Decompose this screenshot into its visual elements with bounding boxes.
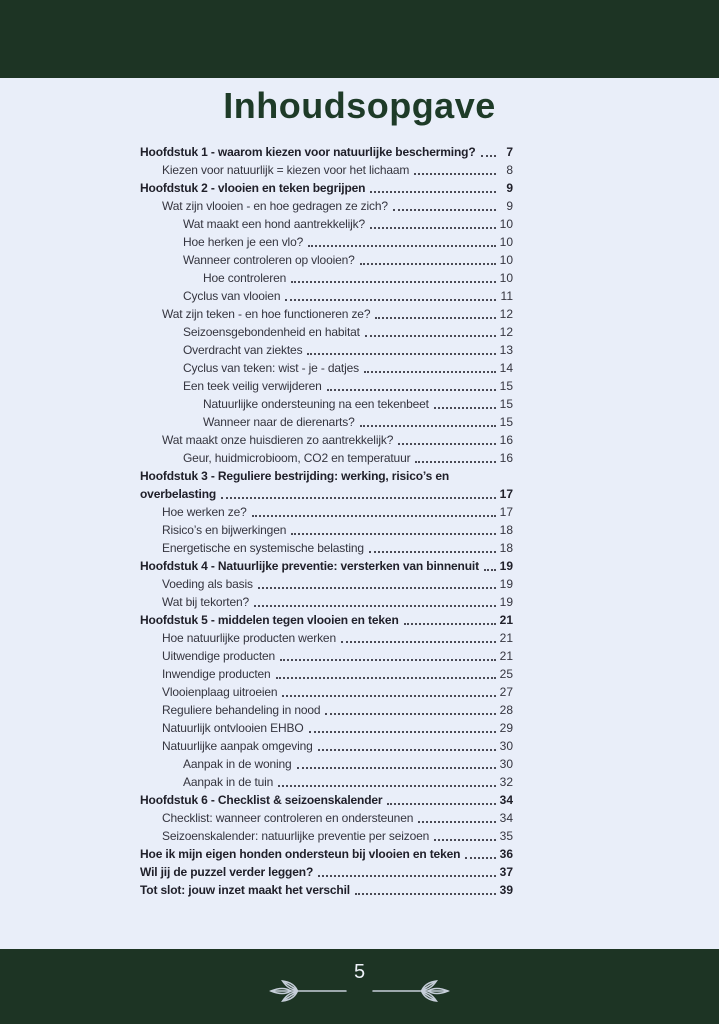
toc-entry-page: 10 [499, 235, 513, 249]
toc-entry[interactable] [140, 395, 513, 413]
dot-leader [414, 173, 496, 175]
dot-leader [434, 839, 496, 841]
dot-leader [484, 569, 496, 571]
dot-leader [318, 875, 496, 877]
toc-entry[interactable] [140, 341, 513, 359]
dot-leader [365, 335, 496, 337]
dot-leader [280, 659, 496, 661]
toc-entry[interactable] [140, 431, 513, 449]
dot-leader [258, 587, 496, 589]
toc-entry-page: 15 [499, 397, 513, 411]
footer-content [0, 949, 719, 1009]
toc-entry-label: Wil jij de puzzel verder leggen? [140, 865, 314, 879]
dot-leader [252, 515, 496, 517]
dot-leader [254, 605, 496, 607]
dot-leader [398, 443, 496, 445]
toc-entry-page: 9 [506, 199, 513, 213]
page-title: Inhoudsopgave [223, 85, 496, 126]
toc-entry[interactable] [140, 557, 513, 575]
toc-entry[interactable] [140, 287, 513, 305]
toc-entry[interactable] [140, 305, 513, 323]
toc-entry-label: Hoe herken je een vlo? [183, 235, 304, 249]
toc-entry-label: Hoe werken ze? [162, 505, 247, 519]
toc-entry-page: 17 [499, 487, 513, 501]
toc-entry-label: Vlooienplaag uitroeien [162, 685, 278, 699]
toc-entry-label: Wanneer controleren op vlooien? [183, 253, 355, 267]
toc-entry-label: Wat bij tekorten? [162, 595, 250, 609]
toc-entry-page: 27 [499, 685, 513, 699]
dot-leader [278, 785, 496, 787]
dot-leader [434, 407, 496, 409]
toc-entry[interactable] [140, 665, 513, 683]
toc-entry-page: 16 [499, 451, 513, 465]
toc-entry[interactable] [140, 485, 513, 503]
toc-entry-page: 15 [499, 415, 513, 429]
dot-leader [418, 821, 496, 823]
toc-entry-label: Natuurlijke aanpak omgeving [162, 739, 313, 753]
toc-entry[interactable] [140, 359, 513, 377]
footer-bar [0, 949, 719, 1024]
toc-entry-page: 10 [499, 271, 513, 285]
toc-entry-page: 21 [499, 613, 513, 627]
toc-entry[interactable] [140, 503, 513, 521]
toc-entry-label: Inwendige producten [162, 667, 271, 681]
toc-entry-label: overbelasting [140, 487, 217, 501]
toc-entry[interactable] [140, 845, 513, 863]
toc-entry-label: Wat zijn teken - en hoe functioneren ze? [162, 307, 371, 321]
toc-entry-label: Hoofdstuk 3 - Reguliere bestrijding: werking, risico’s en [140, 469, 450, 483]
dot-leader [369, 551, 496, 553]
toc-entry-page: 34 [499, 811, 513, 825]
toc-entry-page: 19 [499, 577, 513, 591]
toc-entry-page: 21 [499, 631, 513, 645]
toc-entry-page [498, 467, 513, 485]
toc-entry-label: Tot slot: jouw inzet maakt het verschil [140, 883, 350, 897]
toc-entry-page: 10 [499, 253, 513, 267]
toc-entry[interactable] [140, 467, 513, 485]
toc-entry-label: Checklist: wanneer controleren en ondersteunen [162, 811, 414, 825]
toc-entry-label: Geur, huidmicrobioom, CO2 en temperatuur [183, 451, 411, 465]
toc-entry-page: 10 [499, 217, 513, 231]
dot-leader [285, 299, 496, 301]
dot-leader [297, 767, 496, 769]
toc-entry[interactable] [140, 863, 513, 881]
toc-entry-label: Hoofdstuk 1 - waarom kiezen voor natuurlijke bescherming? [140, 145, 476, 159]
toc-entry[interactable] [140, 539, 513, 557]
toc-entry-label: Cyclus van teken: wist - je - datjes [183, 361, 360, 375]
toc-entry-page: 7 [506, 145, 513, 159]
toc-entry[interactable] [140, 647, 513, 665]
dot-leader [307, 353, 496, 355]
toc-entry-page: 37 [499, 865, 513, 879]
toc-entry-page: 14 [499, 361, 513, 375]
toc-entry-label: Hoofdstuk 4 - Natuurlijke preventie: versterken van binnenuit [140, 559, 479, 573]
dot-leader [404, 623, 496, 625]
toc-entry-page: 30 [499, 739, 513, 753]
toc-entry[interactable] [140, 161, 513, 179]
dot-leader [355, 893, 496, 895]
leaf-divider-left-icon [266, 969, 348, 1009]
dot-leader [481, 155, 496, 157]
toc-entry-label: Energetische en systemische belasting [162, 541, 364, 555]
toc-entry-page: 30 [499, 757, 513, 771]
dot-leader [360, 425, 496, 427]
toc-entry-label: Risico’s en bijwerkingen [162, 523, 287, 537]
toc-entry-label: Seizoensgebondenheid en habitat [183, 325, 360, 339]
toc-entry[interactable] [140, 791, 513, 809]
toc-entry-label: Kiezen voor natuurlijk = kiezen voor het lichaam [162, 163, 410, 177]
toc-entry-label: Hoe natuurlijke producten werken [162, 631, 336, 645]
toc-entry[interactable] [140, 809, 513, 827]
dot-leader [393, 209, 496, 211]
dot-leader [465, 857, 496, 859]
toc-entry-page: 11 [500, 289, 513, 303]
toc-entry-page: 8 [506, 163, 513, 177]
toc-entry[interactable] [140, 143, 513, 161]
toc-entry[interactable] [140, 377, 513, 395]
toc-entry[interactable] [140, 881, 513, 899]
dot-leader [291, 533, 496, 535]
toc-entry-page: 25 [499, 667, 513, 681]
dot-leader [276, 677, 496, 679]
toc-entry[interactable] [140, 755, 513, 773]
toc-entry[interactable] [140, 413, 513, 431]
table-of-contents [140, 143, 513, 899]
toc-entry-label: Seizoenskalender: natuurlijke preventie per seizoen [162, 829, 430, 843]
toc-entry[interactable] [140, 593, 513, 611]
dot-leader [318, 749, 496, 751]
toc-entry[interactable] [140, 179, 513, 197]
toc-entry-page: 29 [499, 721, 513, 735]
toc-entry-page: 12 [499, 325, 513, 339]
toc-entry-label: Aanpak in de tuin [183, 775, 274, 789]
toc-entry-page: 39 [499, 883, 513, 897]
toc-entry-page: 17 [499, 505, 513, 519]
header-bar [0, 0, 719, 78]
toc-entry-page: 16 [499, 433, 513, 447]
dot-leader [375, 317, 496, 319]
dot-leader [415, 461, 496, 463]
toc-entry[interactable] [140, 323, 513, 341]
toc-entry-label: Hoe controleren [203, 271, 287, 285]
toc-entry-page: 15 [499, 379, 513, 393]
toc-entry-label: Overdracht van ziektes [183, 343, 303, 357]
dot-leader [364, 371, 496, 373]
dot-leader [360, 263, 496, 265]
toc-entry-label: Hoofdstuk 2 - vlooien en teken begrijpen [140, 181, 366, 195]
toc-entry[interactable] [140, 683, 513, 701]
toc-entry-label: Reguliere behandeling in nood [162, 703, 321, 717]
toc-entry[interactable] [140, 521, 513, 539]
toc-entry-label: Voeding als basis [162, 577, 253, 591]
toc-entry[interactable] [140, 575, 513, 593]
toc-entry-label: Wanneer naar de dierenarts? [203, 415, 355, 429]
dot-leader [387, 803, 496, 805]
toc-entry-label: Uitwendige producten [162, 649, 276, 663]
toc-entry[interactable] [140, 827, 513, 845]
toc-entry[interactable] [140, 233, 513, 251]
toc-entry-page: 36 [499, 847, 513, 861]
toc-entry-page: 34 [499, 793, 513, 807]
toc-entry[interactable] [140, 611, 513, 629]
toc-entry-page: 18 [499, 541, 513, 555]
toc-entry-page: 19 [499, 559, 513, 573]
toc-entry[interactable] [140, 197, 513, 215]
toc-entry[interactable] [140, 629, 513, 647]
toc-entry-label: Natuurlijke ondersteuning na een tekenbeet [203, 397, 429, 411]
dot-leader [282, 695, 496, 697]
toc-entry[interactable] [140, 215, 513, 233]
toc-entry[interactable] [140, 269, 513, 287]
toc-entry-page: 13 [499, 343, 513, 357]
dot-leader [221, 497, 496, 499]
toc-entry-page: 12 [499, 307, 513, 321]
toc-entry-label: Hoe ik mijn eigen honden ondersteun bij vlooien en teken [140, 847, 461, 861]
toc-entry-label: Aanpak in de woning [183, 757, 292, 771]
toc-entry-label: Wat maakt een hond aantrekkelijk? [183, 217, 366, 231]
dot-leader [327, 389, 496, 391]
dot-leader [370, 191, 496, 193]
dot-leader [341, 641, 496, 643]
toc-entry-page: 28 [499, 703, 513, 717]
toc-entry[interactable] [140, 737, 513, 755]
toc-entry[interactable] [140, 251, 513, 269]
dot-leader [308, 245, 496, 247]
toc-entry-label: Wat zijn vlooien - en hoe gedragen ze zich? [162, 199, 388, 213]
dot-leader [309, 731, 496, 733]
toc-entry-page: 19 [499, 595, 513, 609]
toc-entry-label: Natuurlijk ontvlooien EHBO [162, 721, 304, 735]
toc-entry-page: 9 [506, 181, 513, 195]
toc-entry[interactable] [140, 449, 513, 467]
dot-leader [370, 227, 496, 229]
toc-entry-label: Hoofdstuk 6 - Checklist & seizoenskalender [140, 793, 383, 807]
toc-entry-label: Cyclus van vlooien [183, 289, 281, 303]
toc-entry-label: Wat maakt onze huisdieren zo aantrekkelijk? [162, 433, 394, 447]
toc-entry-page: 32 [499, 775, 513, 789]
leaf-divider-right-icon [371, 969, 453, 1009]
toc-entry-label: Hoofdstuk 5 - middelen tegen vlooien en teken [140, 613, 399, 627]
toc-entry-page: 21 [499, 649, 513, 663]
dot-leader [325, 713, 496, 715]
dot-leader [291, 281, 496, 283]
toc-entry-label: Een teek veilig verwijderen [183, 379, 322, 393]
toc-entry-page: 35 [499, 829, 513, 843]
toc-entry[interactable] [140, 773, 513, 791]
footer-page-number: 5 [353, 961, 366, 983]
toc-entry-page: 18 [499, 523, 513, 537]
toc-entry[interactable] [140, 701, 513, 719]
toc-entry[interactable] [140, 719, 513, 737]
